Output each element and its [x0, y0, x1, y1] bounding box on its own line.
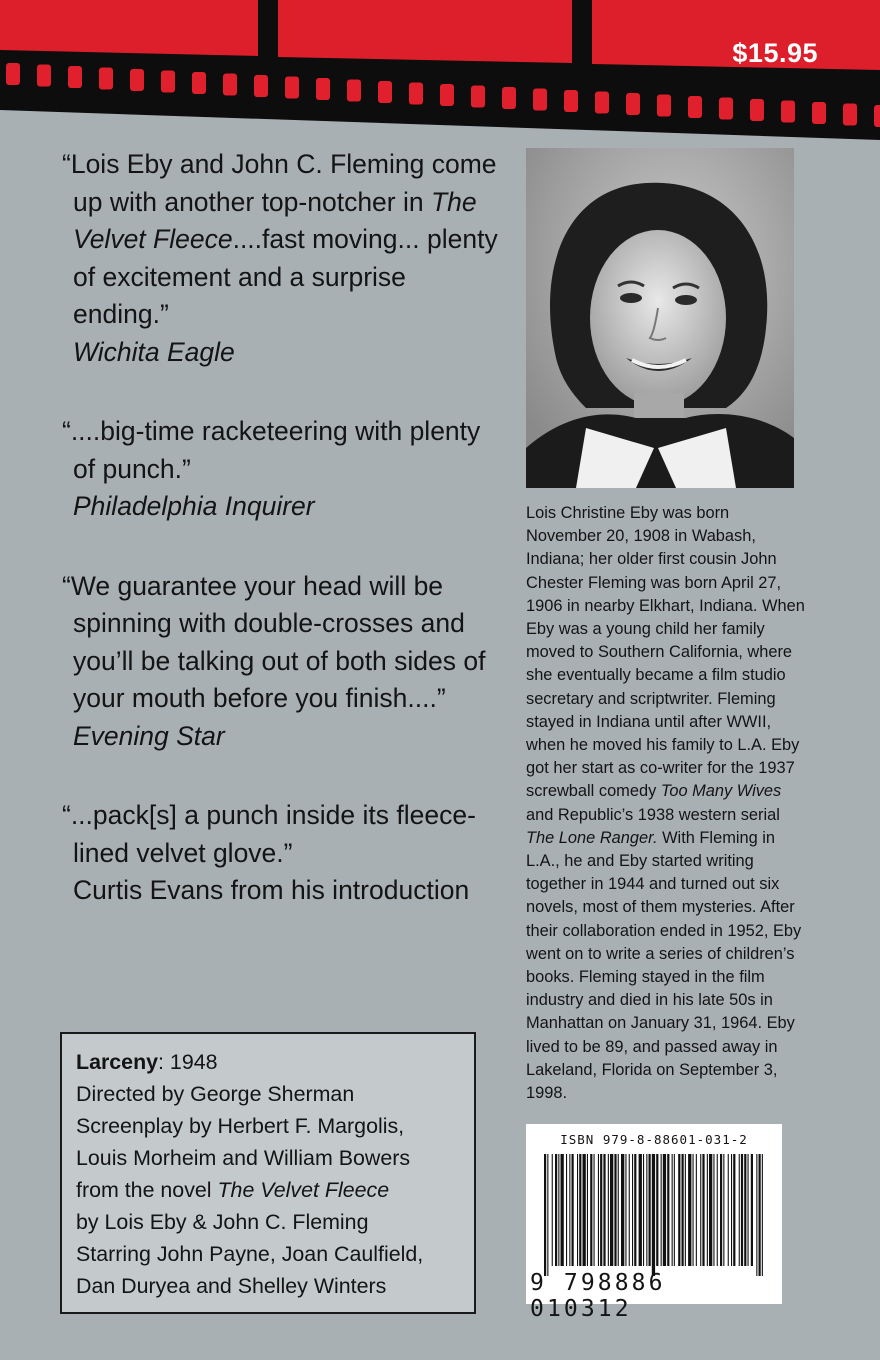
film-sprocket-hole — [564, 90, 578, 112]
author-photo — [526, 148, 794, 488]
film-sprocket-hole — [316, 78, 330, 100]
film-sprocket-hole — [254, 75, 268, 97]
review-quote: “We guarantee your head will be spinning with double-crosses and you’ll be talking out of both sides of your mouth before you finish....” Evening Star — [62, 568, 502, 756]
barcode-bar — [632, 1154, 633, 1266]
barcode-bar — [678, 1154, 680, 1266]
barcode-bar — [639, 1154, 642, 1266]
barcode-bar — [656, 1154, 658, 1266]
quote-source: Evening Star — [73, 720, 225, 751]
barcode-bar — [759, 1154, 761, 1276]
barcode-bar — [674, 1154, 675, 1266]
barcode-bar — [625, 1154, 626, 1266]
review-quote: “....big-time racketeering with plenty of punch.” Philadelphia Inquirer — [62, 413, 502, 526]
quote-source: Wichita Eagle — [73, 336, 235, 367]
barcode-bar — [661, 1154, 662, 1266]
film-sprocket-hole — [719, 98, 733, 120]
barcode-bar — [561, 1154, 564, 1266]
film-sprocket-hole — [533, 89, 547, 111]
film-sprocket-hole — [626, 93, 640, 115]
barcode-bar — [594, 1154, 595, 1266]
review-quotes — [62, 146, 502, 952]
price-label: $15.95 — [732, 38, 818, 68]
barcode-bar — [756, 1154, 757, 1276]
review-quote: “Lois Eby and John C. Fleming come up with another top-notcher in The Velvet Fleece....fast moving... plenty of excitement and a surprise ending.” Wichita Eagle — [62, 146, 502, 371]
barcode-bar — [600, 1154, 602, 1266]
film-sprocket-hole — [378, 81, 392, 103]
film-sprocket-hole — [688, 96, 702, 118]
film-sprocket-hole — [657, 95, 671, 117]
film-sprocket-hole — [347, 80, 361, 102]
film-sprocket-hole — [843, 104, 857, 126]
film-sprocket-hole — [192, 72, 206, 94]
film-sprocket-hole — [99, 68, 113, 90]
barcode-bar — [696, 1154, 697, 1266]
film-sprocket-hole — [37, 65, 51, 87]
barcode-bar — [547, 1154, 548, 1276]
barcode-bar — [720, 1154, 722, 1266]
barcode-bars — [544, 1154, 764, 1276]
isbn-number: ISBN 979-8-88601-031-2 — [560, 1132, 748, 1147]
film-sprocket-hole — [68, 66, 82, 88]
barcode-bar — [618, 1154, 619, 1266]
barcode-bar — [598, 1154, 599, 1266]
barcode-bar — [702, 1154, 704, 1266]
barcode-bar — [572, 1154, 574, 1266]
quote-source: Curtis Evans from his introduction — [73, 875, 470, 905]
barcode-bar — [629, 1154, 630, 1266]
barcode-bar — [762, 1154, 763, 1276]
film-strip-graphic — [0, 0, 880, 150]
review-quote: “...pack[s] a punch inside its fleece-lined velvet glove.” Curtis Evans from his introduction — [62, 797, 502, 910]
barcode-bar — [569, 1154, 570, 1266]
barcode-bar — [634, 1154, 636, 1266]
barcode-bar — [587, 1154, 588, 1266]
barcode-bar — [646, 1154, 647, 1266]
barcode-bar — [667, 1154, 669, 1266]
barcode-bar — [652, 1154, 655, 1276]
barcode-bar — [733, 1154, 735, 1266]
barcode-bar — [608, 1154, 609, 1266]
barcode-bar — [744, 1154, 746, 1266]
barcode-bar — [751, 1154, 753, 1266]
barcode-bar — [590, 1154, 592, 1266]
film-sprocket-hole — [440, 84, 454, 106]
film-sprocket-hole — [409, 83, 423, 105]
barcode-bar — [682, 1154, 684, 1266]
film-strip-header — [0, 0, 880, 150]
isbn-barcode — [526, 1124, 782, 1322]
film-sprocket-hole — [502, 87, 516, 109]
ean-number: 9 798886 010312 — [530, 1270, 666, 1322]
barcode-bar — [558, 1154, 559, 1266]
film-sprocket-hole — [471, 86, 485, 108]
barcode-bar — [577, 1154, 578, 1266]
barcode-bar — [566, 1154, 567, 1266]
barcode-bar — [700, 1154, 701, 1266]
barcode-bar — [713, 1154, 714, 1266]
barcode-bar — [579, 1154, 581, 1266]
barcode-bar — [693, 1154, 694, 1266]
barcode-bar — [610, 1154, 613, 1266]
barcode-bar — [731, 1154, 732, 1266]
film-title: Larceny — [76, 1050, 159, 1074]
barcode-bar — [688, 1154, 691, 1266]
barcode-bar — [748, 1154, 749, 1266]
barcode-bar — [723, 1154, 724, 1266]
barcode-bar — [614, 1154, 616, 1266]
barcode-bar — [741, 1154, 743, 1266]
barcode-bar — [672, 1154, 673, 1266]
barcode-bar — [709, 1154, 712, 1266]
film-sprocket-hole — [223, 74, 237, 96]
barcode-bar — [643, 1154, 644, 1266]
barcode-bar — [544, 1154, 546, 1276]
barcode-bar — [739, 1154, 740, 1266]
film-sprocket-hole — [6, 63, 20, 85]
barcode-bar — [552, 1154, 553, 1266]
film-sprocket-hole — [874, 105, 880, 127]
barcode-bar — [717, 1154, 718, 1266]
barcode-bar — [603, 1154, 605, 1266]
film-sprocket-hole — [812, 102, 826, 124]
barcode-bar — [555, 1154, 557, 1266]
film-sprocket-hole — [285, 77, 299, 99]
film-info-box: Larceny: 1948 Directed by George Sherman Screenplay by Herbert F. Margolis, Louis Morheim and William Bowers from the novel The Velvet Fleece by Lois Eby & John C. Fleming Starring John Payne, Joan Caulfield, Dan Duryea and Shelley Winters — [60, 1032, 476, 1314]
author-bio: Lois Christine Eby was born November 20, 1908 in Wabash, Indiana; her older first cousin John Chester Fleming was born April 27, 1906 in nearby Elkhart, Indiana. When Eby was a young child her family moved to Southern California, where she eventually became a film studio secretary and scriptwriter. Fleming stayed in Indiana until after WWII, when he moved his family to L.A. Eby got her start as co-writer for the 1937 screwball comedy Too Many Wives and Republic’s 1938 western serial The Lone Ranger. With Fleming in L.A., he and Eby started writing together in 1944 and turned out six novels, most of them mysteries. After their collaboration ended in 1952, Eby went on to write a series of children’s books. Fleming stayed in the film industry and died in his late 50s in Manhattan on January 31, 1964. Eby lived to be 89, and passed away in Lakeland, Florida on September 3, 1998. — [526, 504, 805, 1103]
barcode-bar — [728, 1154, 729, 1266]
film-sprocket-hole — [161, 71, 175, 93]
quote-source: Philadelphia Inquirer — [73, 491, 315, 521]
barcode-bar — [621, 1154, 624, 1266]
barcode-bar — [685, 1154, 686, 1266]
barcode-bar — [707, 1154, 708, 1266]
barcode-bar — [649, 1154, 651, 1266]
film-sprocket-hole — [130, 69, 144, 91]
barcode-bar — [663, 1154, 666, 1266]
barcode-bar — [583, 1154, 586, 1266]
film-sprocket-hole — [781, 101, 795, 123]
film-sprocket-hole — [750, 99, 764, 121]
film-sprocket-hole — [595, 92, 609, 114]
